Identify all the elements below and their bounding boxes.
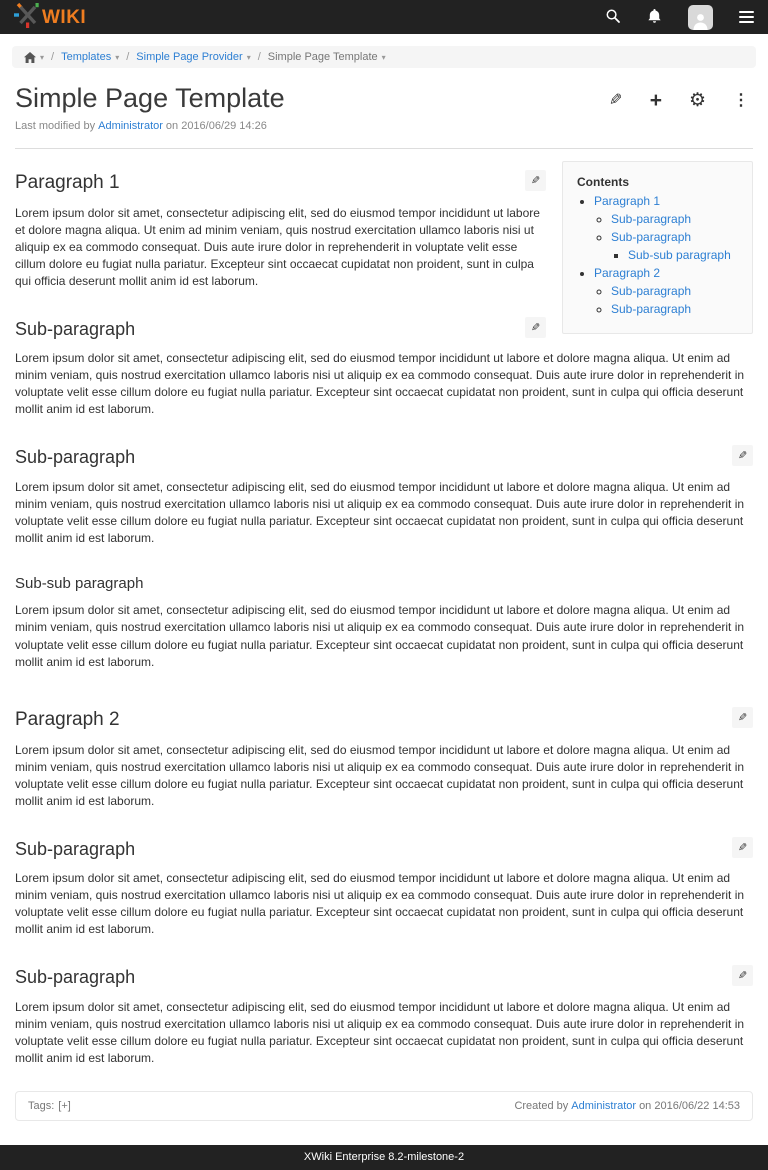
breadcrumb-current-page: Simple Page Template	[267, 51, 378, 63]
version-footer-bar	[0, 1145, 768, 1170]
edit-pencil-icon: ✎	[609, 91, 623, 109]
section-edit-button[interactable]	[732, 837, 753, 858]
section-edit-button[interactable]	[525, 170, 546, 191]
xwiki-logo-x-icon	[14, 2, 41, 33]
section-body: Lorem ipsum dolor sit amet, consectetur adipiscing elit, sed do eiusmod tempor incididunt ut labore et dolore magna aliqua. Ut enim ad minim veniam, quis nostrud exercitation ullamco laboris nisi ut aliquip ex ea commodo consequat. Duis aute irure dolor in reprehenderit in voluptate velit esse cillum dolore eu fugiat nulla pariatur. Excepteur sint occaecat cupidatat non proident, sunt in culpa qui officia deserunt mollit anim id est laborum.	[15, 742, 745, 808]
toc-item	[611, 212, 742, 227]
section-heading-text: Paragraph 2	[15, 708, 120, 730]
section-sub-sub-paragraph	[15, 573, 753, 670]
chevron-down-icon[interactable]: ▾	[246, 52, 251, 62]
toc-item	[594, 266, 742, 317]
section-heading-text: Sub-paragraph	[15, 447, 136, 468]
home-icon[interactable]	[24, 52, 36, 63]
gear-icon: ⚙	[688, 90, 706, 111]
toc-item	[611, 284, 742, 299]
chevron-down-icon[interactable]: ▾	[381, 52, 386, 62]
notifications-button[interactable]	[647, 8, 662, 27]
section-edit-button[interactable]	[732, 445, 753, 466]
toc-link-sub-paragraph[interactable]: Sub-paragraph	[611, 211, 692, 226]
top-navbar	[0, 0, 768, 34]
section-paragraph-2	[15, 707, 753, 810]
plus-icon: +	[649, 89, 662, 112]
created-prefix: Created by	[514, 1100, 569, 1113]
section-heading	[15, 965, 753, 991]
toc-link-paragraph-1[interactable]: Paragraph 1	[594, 193, 661, 208]
more-actions-button[interactable]	[733, 93, 749, 109]
toc-link-sub-paragraph[interactable]: Sub-paragraph	[611, 229, 692, 244]
section-heading	[15, 573, 753, 594]
contents-title: Contents	[577, 174, 629, 189]
section-heading-text: Sub-sub paragraph	[15, 575, 144, 593]
toc-link-sub-paragraph[interactable]: Sub-paragraph	[611, 301, 692, 316]
contents-panel	[562, 161, 753, 334]
section-body: Lorem ipsum dolor sit amet, consectetur adipiscing elit, sed do eiusmod tempor incididunt ut labore et dolore magna aliqua. Ut enim ad minim veniam, quis nostrud exercitation ullamco laboris nisi ut aliquip ex ea commodo consequat. Duis aute irure dolor in reprehenderit in voluptate velit esse cillum dolore eu fugiat nulla pariatur. Excepteur sint occaecat cupidatat non proident, sunt in culpa qui officia deserunt mollit anim id est laborum.	[15, 871, 745, 937]
section-body: Lorem ipsum dolor sit amet, consectetur adipiscing elit, sed do eiusmod tempor incididunt ut labore et dolore magna aliqua. Ut enim ad minim veniam, quis nostrud exercitation ullamco laboris nisi ut aliquip ex ea commodo consequat. Duis aute irure dolor in reprehenderit in voluptate velit esse cillum dolore eu fugiat nulla pariatur. Excepteur sint occaecat cupidatat non proident, sunt in culpa qui officia deserunt mollit anim id est laborum.	[15, 999, 745, 1065]
edit-pencil-icon: ✎	[737, 450, 748, 463]
section-edit-button[interactable]	[732, 965, 753, 986]
hamburger-menu-icon	[739, 11, 754, 23]
section-edit-button[interactable]	[732, 707, 753, 728]
created-suffix: on 2016/06/22 14:53	[639, 1100, 740, 1113]
breadcrumb-separator: /	[257, 51, 261, 63]
section-sub-paragraph-2	[15, 445, 753, 547]
kebab-menu-icon: ⋮	[733, 91, 749, 109]
section-heading-text: Paragraph 1	[15, 171, 120, 193]
last-modified-suffix: on 2016/06/29 14:26	[165, 119, 267, 132]
hamburger-menu-button[interactable]	[739, 11, 754, 23]
breadcrumb-separator: /	[51, 51, 55, 63]
section-heading-text: Sub-paragraph	[15, 838, 136, 859]
xwiki-logo-text: WIKI	[42, 6, 87, 28]
toc-item	[628, 248, 742, 263]
document-footer	[15, 1091, 753, 1121]
toc-link-sub-sub-paragraph[interactable]: Sub-sub paragraph	[628, 247, 731, 262]
section-sub-paragraph-3	[15, 837, 753, 939]
avatar	[688, 5, 713, 30]
modified-by-user-link[interactable]: Administrator	[98, 119, 163, 132]
tags-area	[28, 1100, 71, 1112]
section-heading	[15, 707, 753, 734]
edit-button[interactable]	[609, 93, 622, 109]
section-heading-text: Sub-paragraph	[15, 318, 136, 339]
toc-item	[611, 230, 742, 263]
edit-pencil-icon: ✎	[530, 174, 541, 187]
section-heading	[15, 837, 753, 863]
breadcrumb-link-simple-page-provider[interactable]: Simple Page Provider	[136, 51, 243, 63]
toc-link-paragraph-2[interactable]: Paragraph 2	[594, 265, 661, 280]
section-heading-text: Sub-paragraph	[15, 967, 136, 988]
profile-button[interactable]	[688, 5, 713, 30]
section-edit-button[interactable]	[525, 317, 546, 338]
last-modified-prefix: Last modified by	[15, 119, 96, 132]
search-icon	[605, 8, 621, 27]
chevron-down-icon[interactable]: ▾	[115, 52, 120, 62]
section-sub-paragraph-4	[15, 965, 753, 1067]
section-body: Lorem ipsum dolor sit amet, consectetur adipiscing elit, sed do eiusmod tempor incididunt ut labore et dolore magna aliqua. Ut enim ad minim veniam, quis nostrud exercitation ullamco laboris nisi ut aliquip ex ea commodo consequat. Duis aute irure dolor in reprehenderit in voluptate velit esse cillum dolore eu fugiat nulla pariatur. Excepteur sint occaecat cupidatat non proident, sunt in culpa qui officia deserunt mollit anim id est laborum.	[15, 351, 745, 417]
search-button[interactable]	[605, 8, 621, 27]
edit-pencil-icon: ✎	[737, 711, 748, 724]
chevron-down-icon[interactable]: ▾	[40, 52, 45, 62]
bell-icon	[647, 8, 662, 27]
breadcrumb-link-templates[interactable]: Templates	[61, 51, 112, 63]
toc-link-sub-paragraph[interactable]: Sub-paragraph	[611, 283, 692, 298]
page-title: Simple Page Template	[15, 83, 285, 113]
toc-item	[594, 194, 742, 263]
last-modified-line	[15, 120, 753, 132]
edit-pencil-icon: ✎	[737, 970, 748, 983]
breadcrumb-separator: /	[126, 51, 130, 63]
page-actions-toolbar	[609, 84, 753, 111]
create-button[interactable]	[650, 90, 662, 111]
tags-label: Tags:	[28, 1100, 55, 1113]
breadcrumb	[12, 46, 756, 68]
created-line	[514, 1100, 740, 1112]
edit-pencil-icon: ✎	[530, 321, 541, 334]
created-by-user-link[interactable]: Administrator	[571, 1100, 637, 1113]
section-body: Lorem ipsum dolor sit amet, consectetur adipiscing elit, sed do eiusmod tempor incididunt ut labore et dolore magna aliqua. Ut enim ad minim veniam, quis nostrud exercitation ullamco laboris nisi ut aliquip ex ea commodo consequat. Duis aute irure dolor in reprehenderit in voluptate velit esse cillum dolore eu fugiat nulla pariatur. Excepteur sint occaecat cupidatat non proident, sunt in culpa qui officia deserunt mollit anim id est laborum.	[15, 205, 540, 288]
section-heading	[15, 445, 753, 471]
document-content	[15, 149, 753, 1077]
toc-item	[611, 302, 742, 317]
edit-pencil-icon: ✎	[737, 841, 748, 854]
xwiki-logo[interactable]	[14, 2, 86, 33]
add-tag-button[interactable]: [+]	[58, 1100, 71, 1113]
section-body: Lorem ipsum dolor sit amet, consectetur adipiscing elit, sed do eiusmod tempor incididunt ut labore et dolore magna aliqua. Ut enim ad minim veniam, quis nostrud exercitation ullamco laboris nisi ut aliquip ex ea commodo consequat. Duis aute irure dolor in reprehenderit in voluptate velit esse cillum dolore eu fugiat nulla pariatur. Excepteur sint occaecat cupidatat non proident, sunt in culpa qui officia deserunt mollit anim id est laborum.	[15, 480, 745, 546]
version-text: XWiki Enterprise 8.2-milestone-2	[303, 1151, 465, 1164]
settings-button[interactable]	[689, 91, 706, 110]
section-body: Lorem ipsum dolor sit amet, consectetur adipiscing elit, sed do eiusmod tempor incididunt ut labore et dolore magna aliqua. Ut enim ad minim veniam, quis nostrud exercitation ullamco laboris nisi ut aliquip ex ea commodo consequat. Duis aute irure dolor in reprehenderit in voluptate velit esse cillum dolore eu fugiat nulla pariatur. Excepteur sint occaecat cupidatat non proident, sunt in culpa qui officia deserunt mollit anim id est laborum.	[15, 603, 745, 669]
